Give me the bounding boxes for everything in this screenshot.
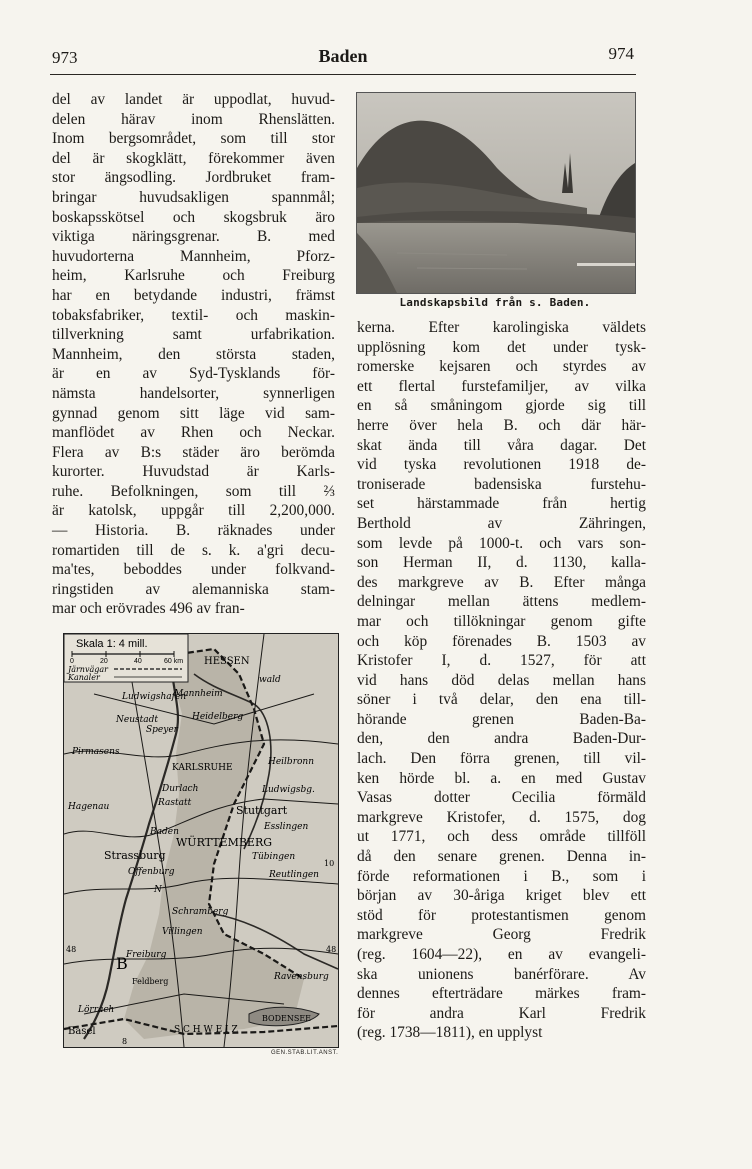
left-column-line: kurorter. Huvudstad är Karls- [52,463,335,481]
map-credit: GEN.STAB.LIT.ANST. [271,1050,339,1056]
left-text-column [52,90,335,619]
right-column-line: och köp förenades B. 1503 av [357,632,646,650]
legend-canals: Kanaler [68,673,100,682]
map-gridnum-10: 10 [324,859,335,868]
running-title: Baden [318,46,368,66]
left-column-line: romartiden till de s. k. a'gri decu- [52,541,335,559]
left-column-line: Inom bergsområdet, som till stor [52,130,335,148]
map-label-schweiz: S C H W E I Z [174,1025,238,1035]
legend-railways: Järnvägar [68,665,108,674]
left-column-line: ringstiden av alemanniska stam- [52,580,335,598]
right-column-line: då den senare grenen. Denna in- [357,848,646,866]
scale-tick-40: 40 [134,658,142,665]
right-column-line: stöd för protestantismen genom [357,906,646,924]
left-column-line: gynnad genom sitt läge vid sam- [52,404,335,422]
right-column-line: troniserade badensiska furstehu- [357,475,646,493]
page-number-left: 973 [52,48,78,67]
map-of-baden [63,633,339,1048]
right-column-line: romerske kejsaren och styrdes av [357,358,646,376]
left-column-line: huvudorterna Mannheim, Pforz- [52,247,335,265]
right-column-line: markgreve Kristofer, d. 1575, dog [357,808,646,826]
left-column-line: bringar huvudsakligen spannmål; [52,188,335,206]
left-column-line: tillverkning samt urfabrikation. [52,326,335,344]
right-column-line: för andra Karl Fredrik [357,1004,646,1022]
right-column-line: skat ända till våra dagar. Det [357,436,646,454]
right-column-line: Berthold av Zähringen, [357,514,646,532]
left-column-line: boskapsskötsel och skogsbruk äro [52,208,335,226]
map-label-ludwigshafen: Ludwigshafen [122,692,187,702]
map-label-baden: Baden [150,827,179,837]
right-column-line: ut 1771, och dess område tillföll [357,828,646,846]
left-column-line: Mannheim, den största staden, [52,345,335,363]
left-column-line: ruhe. Befolkningen, som till ⅔ [52,482,335,500]
scale-tick-60: 60 km [164,658,184,665]
left-column-line: tobaksfabriker, textil- och maskin- [52,306,335,324]
map-label-neustadt: Neustadt [116,715,158,725]
right-column-line: den, den andra Baden-Dur- [357,730,646,748]
right-text-column [357,318,646,1043]
map-label-alsace-letter: N [154,885,162,895]
map-label-lorrach: Lörrach [78,1005,115,1015]
map-label-basel: Basel [68,1026,96,1037]
right-column-line: ken hörde bl. a. en med Gustav [357,769,646,787]
right-column-line: ett flertal furstefamiljer, av vilka [357,377,646,395]
right-column-line: set härstammade från hertig [357,495,646,513]
left-column-line: har en betydande industri, främst [52,286,335,304]
left-column-line: — Historia. B. räknades under [52,522,335,540]
right-column-line: vid hans död delas mellan hans [357,671,646,689]
map-label-freiburg: Freiburg [126,950,167,960]
map-label-mannheim: Mannheim [174,689,223,699]
map-label-reutlingen: Reutlingen [269,870,319,880]
left-column-line: Flera av B:s städer äro berömda [52,443,335,461]
left-column-line: heim, Karlsruhe och Freiburg [52,267,335,285]
right-column-line: början av 30-åriga kriget blev ett [357,887,646,905]
right-column-line: vid tyska revolutionen 1918 de- [357,456,646,474]
map-label-feldberg: Feldberg [132,977,169,986]
photo-caption: Landskapsbild från s. Baden. [399,296,591,309]
map-label-schramberg: Schramberg [172,907,229,917]
right-column-line: Vasas dotter Cecilia förmäld [357,789,646,807]
left-column-line: är katolsk, uppgår till 2,200,000. [52,502,335,520]
right-column-line: en så småningom gjorde sig till [357,397,646,415]
left-column-line: manflödet av Rhen och Neckar. [52,424,335,442]
map-label-wald: wald [259,675,281,685]
right-column-line: des markgreve av B. Efter många [357,573,646,591]
right-column-line: herre över hela B. och där här- [357,416,646,434]
left-column-line: mar och erövrades 496 av fran- [52,600,245,618]
right-column-line: dennes efterträdare märkes fram- [357,985,646,1003]
page-number-right: 974 [608,44,634,63]
right-column-line: (reg. 1738—1811), en upplyst [357,1024,543,1042]
header-rule [50,74,636,75]
right-column-line: ska unionens banérförare. Av [357,965,646,983]
map-label-esslingen: Esslingen [264,822,309,832]
right-column-line: kerna. Efter karolingiska väldets [357,319,646,336]
map-label-ludwigsburg: Ludwigsbg. [262,785,315,795]
right-column-line: lach. Den förra grenen, till vil- [357,750,646,768]
map-label-karlsruhe: KARLSRUHE [172,763,233,773]
map-label-hagenau: Hagenau [68,802,110,812]
right-column-line: upplösning kom det under tysk- [357,338,646,356]
map-label-speyer: Speyer [146,725,178,735]
right-column-line: markgreve Georg Fredrik [357,926,646,944]
left-column-line: del av landet är uppodlat, huvud- [52,91,335,108]
map-label-heilbronn: Heilbronn [268,757,315,767]
left-column-line: är en av Syd-Tysklands för- [52,365,335,383]
left-column-line: ma'tes, beboddes under folkvand- [52,561,335,579]
map-label-baden-vertical: B [116,954,128,973]
left-column-line: stor ängsodling. Jordbruket fram- [52,169,335,187]
map-label-villingen: Villingen [162,927,203,937]
right-column-line: förde reformationen i B., som i [357,867,646,885]
map-label-strassburg: Strassburg [104,849,166,862]
map-label-durlach: Durlach [162,784,199,794]
map-label-hessen: HESSEN [204,656,250,667]
left-column-line: viktiga näringsgrenar. B. med [52,228,335,246]
left-column-line: del är skogklätt, förekommer även [52,149,335,167]
right-column-line: (reg. 1604—22), en av evangeli- [357,946,646,963]
map-gridnum-48-left: 48 [66,945,77,954]
right-column-line: delningar mellan ättens medlem- [357,593,646,611]
map-label-wurttemberg: WÜRTTEMBERG [176,836,273,849]
right-column-line: Kristofer I, d. 1527, för att [357,652,646,670]
right-column-line: söner i två delar, den ena till- [357,691,646,709]
map-label-bodensee: BODENSEE [262,1014,311,1023]
map-label-stuttgart: Stuttgart [236,804,288,817]
landscape-photo [356,92,636,294]
scale-tick-0: 0 [70,658,74,665]
map-scale-title: Skala 1: 4 mill. [76,638,148,650]
map-gridnum-8: 8 [122,1037,128,1046]
right-column-line: son Herman II, d. 1130, kalla- [357,554,646,572]
map-label-pirmasens: Pirmasens [72,747,120,757]
map-label-heidelberg: Heidelberg [192,712,244,722]
page-header [50,44,636,72]
map-label-tubingen: Tübingen [252,852,296,862]
map-gridnum-48-right: 48 [326,945,337,954]
right-column-line: hörande grenen Baden-Ba- [357,710,646,728]
left-column-line: delen härav inom Rhenslätten. [52,110,335,128]
scale-tick-20: 20 [100,658,108,665]
map-label-ravensburg: Ravensburg [274,972,329,982]
map-label-offenburg: Offenburg [128,867,175,877]
map-label-rastatt: Rastatt [158,798,192,808]
right-column-line: mar och tillökningar genom gifte [357,612,646,630]
right-column-line: som levde på 1000-t. och vars son- [357,534,646,552]
left-column-line: nämsta handelsorter, synnerligen [52,384,335,402]
